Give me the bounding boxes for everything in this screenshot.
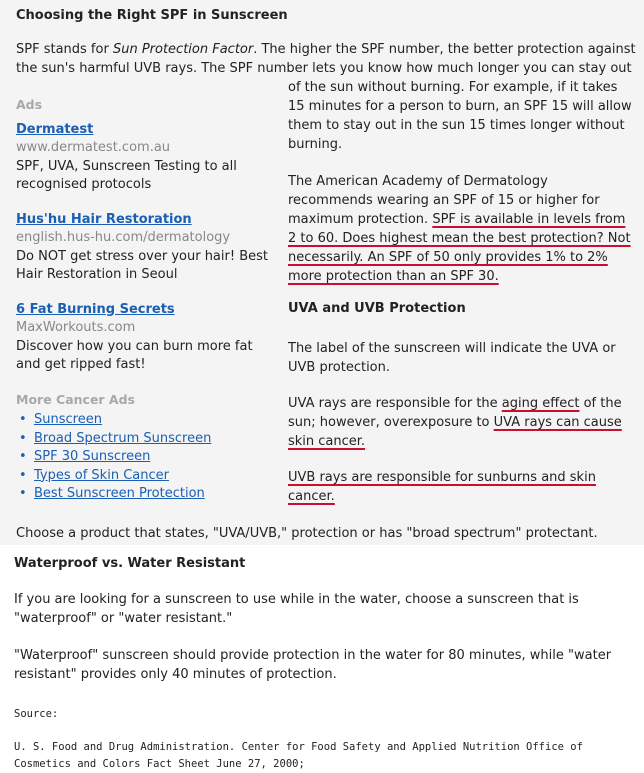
ad-title-link[interactable]: Dermatest	[16, 121, 94, 137]
ad-title-link[interactable]: 6 Fat Burning Secrets	[16, 301, 175, 317]
ad-item	[16, 211, 278, 285]
uva-uvb-title: UVA and UVB Protection	[288, 301, 466, 316]
more-ads-list	[16, 411, 278, 504]
more-ad-link[interactable]: Types of Skin Cancer	[34, 467, 169, 483]
source-text: U. S. Food and Drug Administration. Center for Food Safety and Applied Nutrition Office of Cosmetics and Colors Fact Sheet June 27, 2000;	[14, 741, 583, 770]
list-item	[16, 467, 278, 486]
uva-paragraph	[288, 394, 633, 451]
ad-description: Do NOT get stress over your hair! Best Hair Restoration in Seoul	[16, 248, 268, 282]
intro-text-rest: . The higher the SPF number, the better protection against the sun's harmful UVB rays. The SPF number lets you know how much longer you can stay out	[16, 42, 636, 76]
uvb-paragraph	[288, 468, 633, 506]
ads-sidebar	[16, 96, 278, 504]
ad-item	[16, 121, 278, 195]
uva-text: of the sun; however, overexposure to	[288, 396, 622, 430]
aad-text: The American Academy of Dermatology recommends wearing an SPF of 15 or higher for maximum protection.	[288, 174, 600, 227]
more-ad-link[interactable]: Best Sunscreen Protection	[34, 486, 205, 501]
uva-underlined-text: aging effect	[501, 396, 580, 411]
intro-paragraph	[16, 40, 636, 78]
uva-text: UVA rays are responsible for the	[288, 396, 502, 411]
uva-underlined-text: UVA rays can cause skin cancer.	[288, 415, 622, 449]
uvb-underlined-text: UVB rays are responsible for sunburns and skin cancer.	[288, 470, 596, 504]
continuation-paragraph: of the sun without burning. For example, if it takes 15 minutes for a person to burn, an SPF 15 will allow them to stay out in the sun 15 times longer without burning.	[288, 80, 632, 152]
water-paragraph-1: If you are looking for a sunscreen to use while in the water, choose a sunscreen that is "waterproof" or "water resistant."	[14, 592, 579, 626]
ad-url[interactable]: english.hus-hu.com/dermatology	[16, 230, 231, 245]
aad-underlined-text: SPF is available in levels from 2 to 60. Does highest mean the best protection? Not necessarily. An SPF of 50 only provides 1% to 2% more protection than an SPF 30.	[288, 212, 631, 284]
ad-item	[16, 301, 278, 375]
water-paragraph-2: "Waterproof" sunscreen should provide protection in the water for 80 minutes, while "water resistant" provides only 40 minutes of protection.	[14, 648, 612, 682]
list-item	[16, 485, 278, 504]
more-ad-link[interactable]: Sunscreen	[34, 412, 102, 427]
list-item	[16, 448, 278, 467]
list-item	[16, 411, 278, 430]
ad-url[interactable]: MaxWorkouts.com	[16, 320, 136, 335]
section-title: Choosing the Right SPF in Sunscreen	[16, 8, 288, 23]
section2-title: Waterproof vs. Water Resistant	[14, 556, 246, 571]
ad-url[interactable]: www.dermatest.com.au	[16, 140, 171, 155]
source-label: Source:	[14, 708, 59, 720]
ad-description: SPF, UVA, Sunscreen Testing to all recognised protocols	[16, 158, 237, 192]
uva-uvb-label-paragraph: The label of the sunscreen will indicate the UVA or UVB protection.	[288, 341, 616, 375]
ads-label: Ads	[16, 97, 43, 112]
list-item	[16, 430, 278, 449]
ad-description: Discover how you can burn more fat and get ripped fast!	[16, 338, 253, 372]
more-ad-link[interactable]: Broad Spectrum Sunscreen	[34, 430, 212, 446]
more-ad-link[interactable]: SPF 30 Sunscreen	[34, 449, 151, 464]
intro-emphasis: Sun Protection Factor	[112, 42, 254, 57]
closing-paragraph: Choose a product that states, "UVA/UVB," protection or has "broad spectrum" protectant.	[16, 526, 598, 541]
intro-text: SPF stands for	[16, 42, 113, 57]
aad-paragraph	[288, 172, 633, 286]
ad-title-link[interactable]: Hus'hu Hair Restoration	[16, 211, 192, 227]
more-ads-label: More Cancer Ads	[16, 391, 135, 407]
